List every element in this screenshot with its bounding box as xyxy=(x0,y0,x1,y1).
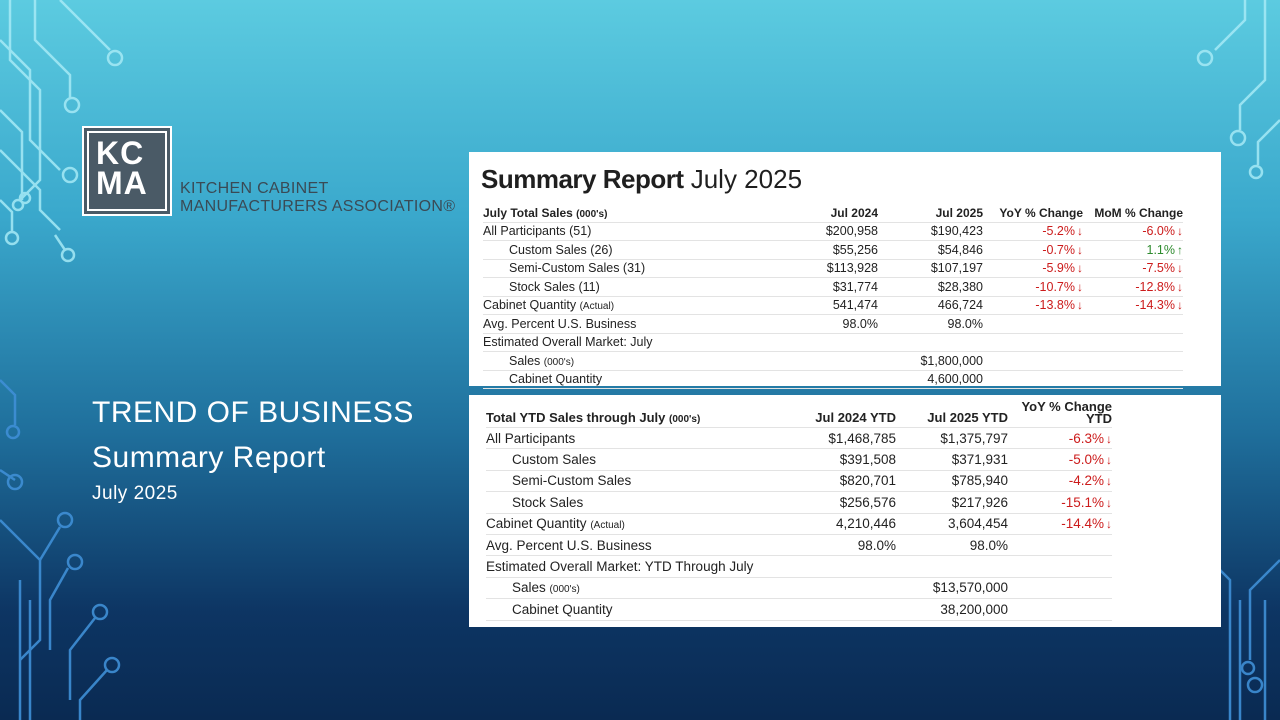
spacer-cell xyxy=(1112,599,1214,620)
spacer-cell xyxy=(1112,556,1214,577)
cell-jul-2024: 541,474 xyxy=(783,296,878,315)
kcma-logo xyxy=(82,126,172,216)
row-label: Stock Sales xyxy=(486,492,786,513)
cell-jul-2025: 4,600,000 xyxy=(878,370,983,389)
cell-mom-change xyxy=(1083,370,1183,389)
spacer-cell xyxy=(1112,577,1214,598)
table-row xyxy=(483,352,1183,371)
down-arrow-icon: ↓ xyxy=(1077,261,1083,276)
cell-jul-2025-ytd: 98.0% xyxy=(896,534,1008,555)
down-arrow-icon: ↓ xyxy=(1106,495,1112,510)
table-row xyxy=(486,492,1214,513)
spacer-cell xyxy=(1112,428,1214,449)
row-label: Cabinet Quantity (Actual) xyxy=(486,513,786,534)
cell-yoy-change: -5.9% ↓ xyxy=(983,259,1083,278)
table-row xyxy=(483,222,1183,241)
cell-jul-2024-ytd xyxy=(786,599,896,620)
table-row xyxy=(483,370,1183,389)
cell-jul-2024 xyxy=(783,333,878,352)
table-row xyxy=(486,556,1214,577)
monthly-summary-panel xyxy=(469,152,1221,386)
cell-jul-2025: $107,197 xyxy=(878,259,983,278)
monthly-sales-table xyxy=(483,204,1183,389)
row-label: Stock Sales (11) xyxy=(483,278,783,297)
cell-yoy-change-ytd: -6.3% ↓ xyxy=(1008,428,1112,449)
column-header-label: July Total Sales (000's) xyxy=(483,204,783,222)
table-row xyxy=(486,599,1214,620)
down-arrow-icon: ↓ xyxy=(1106,431,1112,446)
cell-yoy-change-ytd: -4.2% ↓ xyxy=(1008,470,1112,491)
column-header-spacer xyxy=(1112,401,1214,428)
spacer-cell xyxy=(1112,449,1214,470)
down-arrow-icon: ↓ xyxy=(1177,261,1183,276)
report-title-date: July 2025 xyxy=(683,164,803,194)
table-row xyxy=(486,577,1214,598)
row-label: Cabinet Quantity xyxy=(483,370,783,389)
report-title xyxy=(481,164,802,195)
cell-jul-2025-ytd: $13,570,000 xyxy=(896,577,1008,598)
spacer-cell xyxy=(1112,492,1214,513)
cell-yoy-change: -5.2% ↓ xyxy=(983,222,1083,241)
row-label: Cabinet Quantity xyxy=(486,599,786,620)
down-arrow-icon: ↓ xyxy=(1177,298,1183,313)
table-header-row xyxy=(486,401,1214,428)
table-row xyxy=(483,241,1183,260)
row-label: All Participants (51) xyxy=(483,222,783,241)
cell-jul-2024: $200,958 xyxy=(783,222,878,241)
cell-jul-2025-ytd xyxy=(896,556,1008,577)
row-label: Avg. Percent U.S. Business xyxy=(486,534,786,555)
cell-yoy-change: -10.7% ↓ xyxy=(983,278,1083,297)
cell-jul-2024-ytd: $820,701 xyxy=(786,470,896,491)
logo-letters-top: KC xyxy=(96,135,145,171)
spacer-cell xyxy=(1112,534,1214,555)
ytd-sales-table xyxy=(486,401,1214,621)
cell-jul-2025: 98.0% xyxy=(878,315,983,334)
row-label: Custom Sales (26) xyxy=(483,241,783,260)
row-label: All Participants xyxy=(486,428,786,449)
cell-mom-change: -7.5% ↓ xyxy=(1083,259,1183,278)
column-header-label: Total YTD Sales through July (000's) xyxy=(486,401,786,428)
logo-name-line2: MANUFACTURERS ASSOCIATION® xyxy=(180,198,456,215)
cell-jul-2025: $190,423 xyxy=(878,222,983,241)
row-label: Sales (000's) xyxy=(486,577,786,598)
cell-jul-2025-ytd: $1,375,797 xyxy=(896,428,1008,449)
cell-jul-2024: $113,928 xyxy=(783,259,878,278)
cell-yoy-change-ytd xyxy=(1008,599,1112,620)
logo-organization-name xyxy=(180,180,455,216)
down-arrow-icon: ↓ xyxy=(1106,453,1112,468)
report-title-bold: Summary Report xyxy=(481,164,684,194)
cell-jul-2024 xyxy=(783,352,878,371)
cell-yoy-change-ytd: -15.1% ↓ xyxy=(1008,492,1112,513)
table-row xyxy=(483,333,1183,352)
slide-subtitle: Summary Report xyxy=(92,441,326,474)
cell-jul-2024-ytd: $391,508 xyxy=(786,449,896,470)
column-header-jul-2024-ytd: Jul 2024 YTD xyxy=(786,401,896,428)
cell-jul-2024-ytd: 4,210,446 xyxy=(786,513,896,534)
slide-title: TREND OF BUSINESS xyxy=(92,396,414,429)
column-header-yoy-change: YoY % Change xyxy=(983,204,1083,222)
cell-yoy-change xyxy=(983,370,1083,389)
table-row xyxy=(486,534,1214,555)
cell-jul-2024: $55,256 xyxy=(783,241,878,260)
cell-mom-change: -14.3% ↓ xyxy=(1083,296,1183,315)
column-header-mom-change: MoM % Change xyxy=(1083,204,1183,222)
spacer-cell xyxy=(1112,470,1214,491)
cell-yoy-change-ytd: -14.4% ↓ xyxy=(1008,513,1112,534)
ytd-summary-panel xyxy=(469,395,1221,627)
cell-jul-2025: $28,380 xyxy=(878,278,983,297)
cell-jul-2025-ytd: $371,931 xyxy=(896,449,1008,470)
logo-letters-bottom: MA xyxy=(96,165,148,201)
row-label: Avg. Percent U.S. Business xyxy=(483,315,783,334)
down-arrow-icon: ↓ xyxy=(1077,298,1083,313)
row-label: Estimated Overall Market: July xyxy=(483,333,783,352)
down-arrow-icon: ↓ xyxy=(1177,279,1183,294)
table-header-row xyxy=(483,204,1183,222)
row-label: Cabinet Quantity (Actual) xyxy=(483,296,783,315)
cell-jul-2025: $54,846 xyxy=(878,241,983,260)
cell-mom-change xyxy=(1083,333,1183,352)
table-row xyxy=(483,296,1183,315)
table-row xyxy=(486,428,1214,449)
cell-yoy-change xyxy=(983,315,1083,334)
down-arrow-icon: ↓ xyxy=(1106,517,1112,532)
cell-jul-2024-ytd xyxy=(786,556,896,577)
down-arrow-icon: ↓ xyxy=(1106,474,1112,489)
cell-jul-2025: $1,800,000 xyxy=(878,352,983,371)
cell-mom-change xyxy=(1083,315,1183,334)
spacer-cell xyxy=(1112,513,1214,534)
slide-date: July 2025 xyxy=(92,483,178,504)
cell-yoy-change xyxy=(983,333,1083,352)
cell-mom-change xyxy=(1083,352,1183,371)
cell-yoy-change-ytd xyxy=(1008,534,1112,555)
cell-yoy-change: -13.8% ↓ xyxy=(983,296,1083,315)
cell-jul-2024-ytd xyxy=(786,577,896,598)
cell-mom-change: -6.0% ↓ xyxy=(1083,222,1183,241)
row-label: Semi-Custom Sales (31) xyxy=(483,259,783,278)
up-arrow-icon: ↑ xyxy=(1177,242,1183,257)
down-arrow-icon: ↓ xyxy=(1077,279,1083,294)
table-row xyxy=(483,278,1183,297)
cell-jul-2024: $31,774 xyxy=(783,278,878,297)
row-label: Sales (000's) xyxy=(483,352,783,371)
cell-jul-2024-ytd: 98.0% xyxy=(786,534,896,555)
row-label: Custom Sales xyxy=(486,449,786,470)
cell-yoy-change-ytd: -5.0% ↓ xyxy=(1008,449,1112,470)
cell-mom-change: -12.8% ↓ xyxy=(1083,278,1183,297)
row-label: Estimated Overall Market: YTD Through July xyxy=(486,556,786,577)
cell-jul-2025-ytd: 3,604,454 xyxy=(896,513,1008,534)
table-row xyxy=(483,315,1183,334)
table-row xyxy=(486,470,1214,491)
cell-jul-2025-ytd: $217,926 xyxy=(896,492,1008,513)
cell-yoy-change: -0.7% ↓ xyxy=(983,241,1083,260)
cell-jul-2025 xyxy=(878,333,983,352)
column-header-jul-2025: Jul 2025 xyxy=(878,204,983,222)
cell-yoy-change-ytd xyxy=(1008,577,1112,598)
down-arrow-icon: ↓ xyxy=(1177,224,1183,239)
cell-jul-2024-ytd: $1,468,785 xyxy=(786,428,896,449)
down-arrow-icon: ↓ xyxy=(1077,242,1083,257)
cell-jul-2024 xyxy=(783,370,878,389)
cell-jul-2025-ytd: $785,940 xyxy=(896,470,1008,491)
cell-mom-change: 1.1% ↑ xyxy=(1083,241,1183,260)
cell-jul-2024: 98.0% xyxy=(783,315,878,334)
table-row xyxy=(486,513,1214,534)
cell-jul-2025-ytd: 38,200,000 xyxy=(896,599,1008,620)
cell-yoy-change xyxy=(983,352,1083,371)
table-row xyxy=(486,449,1214,470)
logo-name-line1: KITCHEN CABINET xyxy=(180,180,329,197)
cell-yoy-change-ytd xyxy=(1008,556,1112,577)
column-header-jul-2024: Jul 2024 xyxy=(783,204,878,222)
table-row xyxy=(483,259,1183,278)
cell-jul-2024-ytd: $256,576 xyxy=(786,492,896,513)
row-label: Semi-Custom Sales xyxy=(486,470,786,491)
down-arrow-icon: ↓ xyxy=(1077,224,1083,239)
cell-jul-2025: 466,724 xyxy=(878,296,983,315)
column-header-yoy-change-ytd: YoY % Change YTD xyxy=(1008,401,1112,428)
column-header-jul-2025-ytd: Jul 2025 YTD xyxy=(896,401,1008,428)
